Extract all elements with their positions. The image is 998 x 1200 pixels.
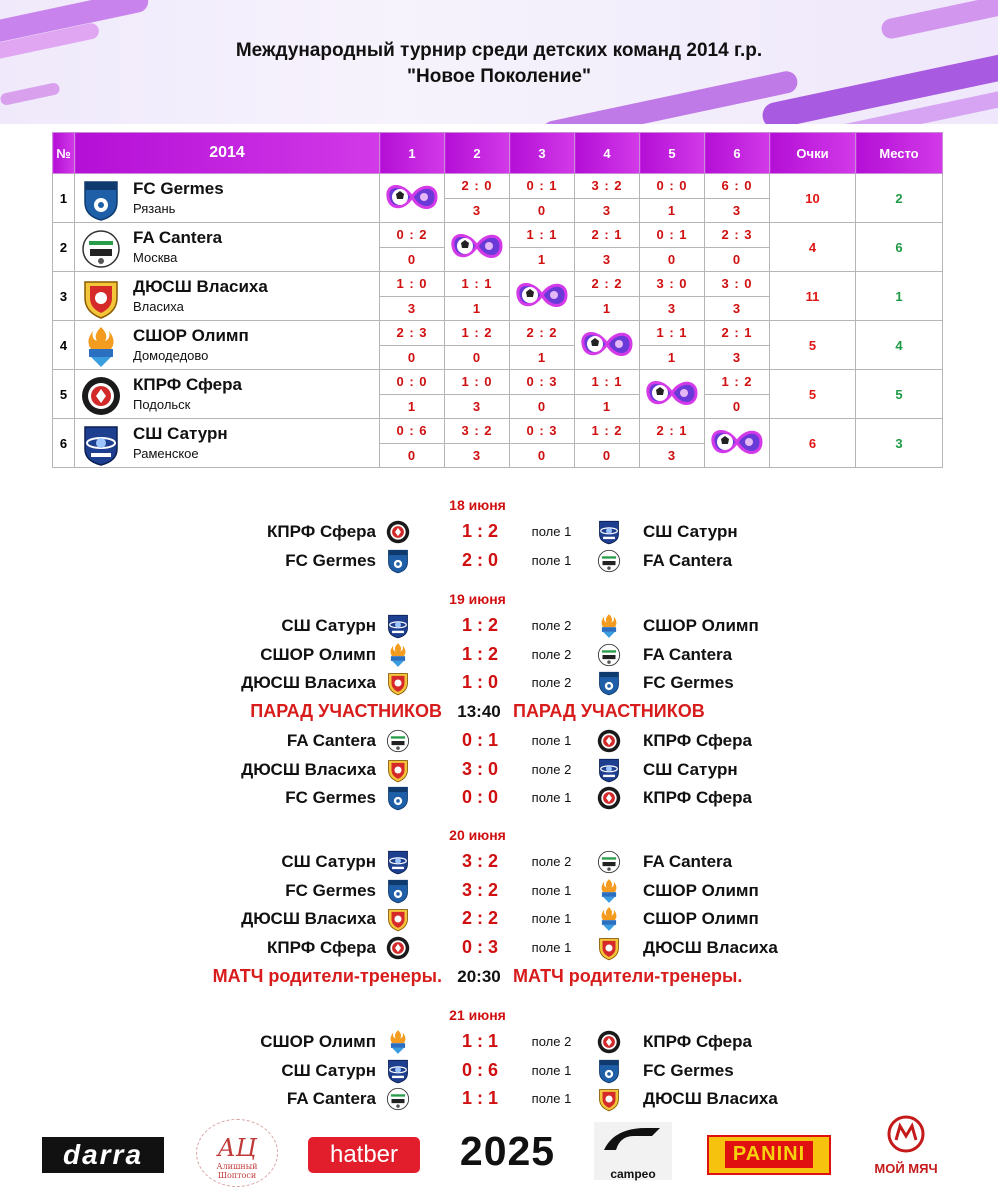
match-points: 0 <box>380 247 445 272</box>
saturn-logo-icon <box>386 613 410 639</box>
away-team: КПРФ Сфера <box>643 788 752 808</box>
team-city: Раменское <box>133 446 199 461</box>
infinity-ball-icon <box>384 182 440 215</box>
match-score: 1 : 2 <box>705 370 770 395</box>
self-match-cell <box>510 272 575 321</box>
match-result: 1 : 2 <box>461 643 499 664</box>
header-col-4: 4 <box>575 133 640 174</box>
final-place: 2 <box>856 174 943 223</box>
event-time: 13:40 <box>457 702 501 722</box>
away-team: КПРФ Сфера <box>643 730 752 750</box>
match-score: 2 : 2 <box>510 321 575 346</box>
self-match-cell <box>705 419 770 468</box>
match-row <box>0 935 998 961</box>
match-row <box>0 785 998 811</box>
germes-logo-icon <box>386 878 410 904</box>
table-header-row <box>53 133 943 174</box>
germes-logo-icon <box>386 785 410 811</box>
home-team: FC Germes <box>285 880 376 900</box>
away-team: FA Cantera <box>643 550 733 570</box>
total-points: 5 <box>770 321 856 370</box>
match-points: 3 <box>640 443 705 468</box>
match-field: поле 1 <box>531 524 572 539</box>
match-points: 3 <box>445 394 510 419</box>
germes-logo-icon <box>597 1058 621 1084</box>
match-result: 1 : 1 <box>461 1031 499 1051</box>
year-label: 2025 <box>459 1128 556 1174</box>
match-score: 0 : 3 <box>510 370 575 395</box>
olimp-logo-icon <box>79 325 123 365</box>
table-row <box>53 419 943 444</box>
total-points: 4 <box>770 223 856 272</box>
row-number: 2 <box>53 223 75 272</box>
sponsor-campeo-logo <box>594 1122 672 1180</box>
home-team: КПРФ Сфера <box>267 522 376 541</box>
match-score: 1 : 1 <box>510 223 575 248</box>
team-name: КПРФ Сфера <box>133 375 242 394</box>
row-number: 6 <box>53 419 75 468</box>
match-date: 21 июня <box>449 1007 506 1023</box>
away-team: СШ Сатурн <box>643 522 738 541</box>
match-points: 1 <box>445 296 510 321</box>
match-points: 3 <box>575 247 640 272</box>
saturn-logo-icon <box>79 423 123 463</box>
match-date: 18 июня <box>449 497 506 513</box>
match-points: 3 <box>705 198 770 223</box>
match-row <box>0 906 998 932</box>
sponsor-darra-logo: darra <box>42 1137 164 1173</box>
sponsor-ac-mark: АЦ <box>217 1134 257 1162</box>
home-team: ДЮСШ Власиха <box>241 759 376 779</box>
team-city: Москва <box>133 250 178 265</box>
saturn-logo-icon <box>386 849 410 875</box>
away-team: СШ Сатурн <box>643 759 738 779</box>
team-name: СШОР Олимп <box>133 326 249 345</box>
self-match-cell <box>445 223 510 272</box>
match-date: 19 июня <box>449 591 506 607</box>
sfera-logo-icon <box>386 935 410 961</box>
sponsor-moi-myach-logo <box>868 1114 944 1180</box>
olimp-logo-icon <box>597 613 621 639</box>
match-field: поле 1 <box>531 940 572 956</box>
match-row <box>0 878 998 904</box>
match-points: 3 <box>380 296 445 321</box>
vlasikha-logo-icon <box>386 670 410 696</box>
home-team: FC Germes <box>285 788 376 808</box>
total-points: 5 <box>770 370 856 419</box>
vlasikha-logo-icon <box>597 935 621 961</box>
team-name: СШ Сатурн <box>133 424 228 443</box>
team-name: FA Cantera <box>133 228 223 247</box>
standings-table <box>52 132 943 468</box>
vlasikha-logo-icon <box>79 276 123 316</box>
team-name: FC Germes <box>133 179 224 198</box>
header-col-1: 1 <box>380 133 445 174</box>
match-result: 2 : 0 <box>461 549 499 570</box>
away-team: FC Germes <box>643 1060 734 1080</box>
match-points: 0 <box>445 345 510 370</box>
match-points: 3 <box>445 443 510 468</box>
header-col-5: 5 <box>640 133 705 174</box>
match-row <box>0 1086 998 1112</box>
row-number: 3 <box>53 272 75 321</box>
match-row <box>0 757 998 783</box>
team-city: Подольск <box>133 397 191 412</box>
match-row <box>0 519 998 545</box>
match-result: 1 : 0 <box>461 672 499 693</box>
match-field: поле 2 <box>531 761 572 777</box>
match-field: поле 1 <box>531 882 572 898</box>
match-score: 1 : 0 <box>445 370 510 395</box>
table-row <box>53 272 943 297</box>
team-cell <box>75 419 380 468</box>
home-team: ДЮСШ Власиха <box>241 673 376 693</box>
match-field: поле 2 <box>531 854 572 869</box>
match-field: поле 2 <box>531 1034 572 1049</box>
event-row <box>0 964 998 990</box>
cantera-logo-icon <box>597 548 621 574</box>
away-team: СШОР Олимп <box>643 909 759 929</box>
match-points: 0 <box>575 443 640 468</box>
sfera-logo-icon <box>386 519 410 545</box>
match-score: 6 : 0 <box>705 174 770 199</box>
match-score: 0 : 3 <box>510 419 575 444</box>
away-team: СШОР Олимп <box>643 616 759 635</box>
match-points: 0 <box>380 443 445 468</box>
team-name: ДЮСШ Власиха <box>133 277 268 296</box>
match-result: 3 : 0 <box>461 758 499 779</box>
match-points: 0 <box>510 198 575 223</box>
moi-myach-ball-icon <box>884 1114 928 1154</box>
vlasikha-logo-icon <box>386 757 410 783</box>
sponsor-panini-logo <box>707 1135 831 1175</box>
cantera-logo-icon <box>386 1086 410 1112</box>
match-result: 0 : 1 <box>461 729 499 750</box>
match-points: 1 <box>640 198 705 223</box>
table-row <box>53 321 943 346</box>
sponsor-campeo-text: campeo <box>610 1167 656 1181</box>
away-team: FA Cantera <box>643 852 733 871</box>
campeo-swoosh-icon <box>594 1122 672 1160</box>
match-field: поле 1 <box>531 732 572 748</box>
final-place: 6 <box>856 223 943 272</box>
team-cell <box>75 223 380 272</box>
olimp-logo-icon <box>597 906 621 932</box>
match-row <box>0 1058 998 1084</box>
home-team: FA Cantera <box>286 730 376 750</box>
match-row <box>0 642 998 668</box>
match-score: 0 : 2 <box>380 223 445 248</box>
match-points: 1 <box>640 345 705 370</box>
match-score: 0 : 0 <box>380 370 445 395</box>
row-number: 1 <box>53 174 75 223</box>
match-result: 1 : 1 <box>461 1088 499 1109</box>
final-place: 3 <box>856 419 943 468</box>
tournament-name: "Новое Поколение" <box>407 66 591 87</box>
olimp-logo-icon <box>597 878 621 904</box>
home-team: СШОР Олимп <box>260 644 376 664</box>
match-score: 3 : 2 <box>575 174 640 199</box>
total-points: 6 <box>770 419 856 468</box>
infinity-ball-icon <box>709 427 765 460</box>
event-time: 20:30 <box>457 966 501 986</box>
infinity-ball-icon <box>579 329 635 362</box>
away-team: СШОР Олимп <box>643 880 759 900</box>
match-score: 3 : 2 <box>445 419 510 444</box>
row-number: 4 <box>53 321 75 370</box>
event-label-right: ПАРАД УЧАСТНИКОВ <box>513 701 705 722</box>
sponsor-moi-myach-text: МОЙ МЯЧ <box>874 1161 938 1176</box>
away-team: FA Cantera <box>643 644 733 664</box>
cantera-logo-icon <box>79 227 123 267</box>
match-score: 2 : 1 <box>640 419 705 444</box>
team-cell <box>75 272 380 321</box>
self-match-cell <box>575 321 640 370</box>
sfera-logo-icon <box>597 1029 621 1055</box>
match-row <box>0 849 998 875</box>
home-team: КПРФ Сфера <box>267 938 376 958</box>
match-result: 3 : 2 <box>461 879 499 900</box>
away-team: ДЮСШ Власиха <box>643 1089 778 1109</box>
team-cell <box>75 321 380 370</box>
team-city: Рязань <box>133 201 176 216</box>
match-points: 3 <box>575 198 640 223</box>
olimp-logo-icon <box>386 642 410 668</box>
final-place: 4 <box>856 321 943 370</box>
table-row <box>53 223 943 248</box>
match-points: 1 <box>510 345 575 370</box>
table-row <box>53 174 943 199</box>
match-score: 1 : 2 <box>445 321 510 346</box>
header-num: № <box>53 133 75 174</box>
match-score: 0 : 1 <box>510 174 575 199</box>
match-result: 0 : 0 <box>461 787 499 808</box>
match-field: поле 1 <box>531 552 572 568</box>
sponsor-ac-text: Алишный Шоптоси <box>216 1162 258 1180</box>
saturn-logo-icon <box>597 757 621 783</box>
match-row <box>0 1029 998 1055</box>
match-result: 2 : 2 <box>461 908 499 929</box>
match-score: 2 : 1 <box>575 223 640 248</box>
match-score: 3 : 0 <box>640 272 705 297</box>
vlasikha-logo-icon <box>386 906 410 932</box>
home-team: FA Cantera <box>286 1089 376 1109</box>
event-label-left: МАТЧ родители-тренеры. <box>212 965 442 986</box>
cantera-logo-icon <box>597 849 621 875</box>
saturn-logo-icon <box>386 1058 410 1084</box>
match-field: поле 2 <box>531 618 572 633</box>
germes-logo-icon <box>597 670 621 696</box>
germes-logo-icon <box>79 178 123 218</box>
match-points: 3 <box>705 345 770 370</box>
home-team: СШОР Олимп <box>260 1032 376 1051</box>
team-city: Власиха <box>133 299 184 314</box>
match-row <box>0 613 998 639</box>
match-score: 1 : 1 <box>575 370 640 395</box>
match-score: 2 : 0 <box>445 174 510 199</box>
home-team: FC Germes <box>285 550 376 570</box>
away-team: КПРФ Сфера <box>643 1032 752 1051</box>
match-score: 2 : 3 <box>705 223 770 248</box>
cantera-logo-icon <box>386 728 410 754</box>
sfera-logo-icon <box>79 374 123 414</box>
match-points: 0 <box>510 394 575 419</box>
infinity-ball-icon <box>449 231 505 264</box>
germes-logo-icon <box>386 548 410 574</box>
match-score: 2 : 2 <box>575 272 640 297</box>
match-score: 0 : 1 <box>640 223 705 248</box>
page-title: Международный турнир среди детских команд 2014 г.р. <box>235 40 763 61</box>
match-date: 20 июня <box>449 827 506 843</box>
header-year: 2014 <box>75 133 380 174</box>
home-team: ДЮСШ Власиха <box>241 909 376 929</box>
match-points: 1 <box>380 394 445 419</box>
match-score: 2 : 1 <box>705 321 770 346</box>
self-match-cell <box>640 370 705 419</box>
header-col-3: 3 <box>510 133 575 174</box>
match-score: 1 : 1 <box>640 321 705 346</box>
match-points: 0 <box>705 247 770 272</box>
match-row <box>0 548 998 574</box>
match-points: 0 <box>705 394 770 419</box>
match-score: 0 : 0 <box>640 174 705 199</box>
match-score: 1 : 1 <box>445 272 510 297</box>
away-team: ДЮСШ Власиха <box>643 938 778 958</box>
header-col-2: 2 <box>445 133 510 174</box>
vlasikha-logo-icon <box>597 1086 621 1112</box>
match-points: 0 <box>640 247 705 272</box>
match-field: поле 1 <box>531 790 572 806</box>
header-banner <box>0 0 998 124</box>
match-field: поле 2 <box>531 675 572 691</box>
home-team: СШ Сатурн <box>281 616 376 635</box>
match-points: 3 <box>445 198 510 223</box>
row-number: 5 <box>53 370 75 419</box>
match-score: 2 : 3 <box>380 321 445 346</box>
saturn-logo-icon <box>597 519 621 545</box>
table-row <box>53 370 943 395</box>
match-result: 3 : 2 <box>461 851 499 871</box>
match-field: поле 2 <box>531 646 572 662</box>
match-field: поле 1 <box>531 1062 572 1078</box>
match-points: 1 <box>575 296 640 321</box>
match-field: поле 1 <box>531 911 572 927</box>
match-result: 1 : 2 <box>461 615 499 635</box>
match-result: 0 : 6 <box>461 1059 499 1080</box>
away-team: FC Germes <box>643 673 734 693</box>
team-cell <box>75 174 380 223</box>
final-place: 5 <box>856 370 943 419</box>
event-label-left: ПАРАД УЧАСТНИКОВ <box>250 701 442 722</box>
home-team: СШ Сатурн <box>281 1060 376 1080</box>
match-score: 0 : 6 <box>380 419 445 444</box>
home-team: СШ Сатурн <box>281 852 376 871</box>
sponsor-panini-text: PANINI <box>725 1141 813 1168</box>
match-field: поле 1 <box>531 1091 572 1107</box>
total-points: 11 <box>770 272 856 321</box>
match-points: 1 <box>575 394 640 419</box>
sfera-logo-icon <box>597 728 621 754</box>
sponsor-ac-logo <box>196 1119 278 1187</box>
team-city: Домодедово <box>133 348 209 363</box>
match-points: 1 <box>510 247 575 272</box>
olimp-logo-icon <box>386 1029 410 1055</box>
match-result: 0 : 3 <box>461 937 499 958</box>
team-cell <box>75 370 380 419</box>
event-row <box>0 699 998 725</box>
self-match-cell <box>380 174 445 223</box>
match-points: 3 <box>640 296 705 321</box>
header-points: Очки <box>770 133 856 174</box>
final-place: 1 <box>856 272 943 321</box>
header-col-6: 6 <box>705 133 770 174</box>
sfera-logo-icon <box>597 785 621 811</box>
match-score: 3 : 0 <box>705 272 770 297</box>
match-points: 0 <box>510 443 575 468</box>
match-row <box>0 670 998 696</box>
match-row <box>0 728 998 754</box>
event-label-right: МАТЧ родители-тренеры. <box>513 965 743 986</box>
infinity-ball-icon <box>644 378 700 411</box>
infinity-ball-icon <box>514 280 570 313</box>
total-points: 10 <box>770 174 856 223</box>
header-place: Место <box>856 133 943 174</box>
decor-swoosh <box>880 0 998 40</box>
match-score: 1 : 2 <box>575 419 640 444</box>
cantera-logo-icon <box>597 642 621 668</box>
match-points: 3 <box>705 296 770 321</box>
match-points: 0 <box>380 345 445 370</box>
sponsor-hatber-logo: hatber <box>308 1137 420 1173</box>
match-score: 1 : 0 <box>380 272 445 297</box>
match-result: 1 : 2 <box>461 521 499 541</box>
